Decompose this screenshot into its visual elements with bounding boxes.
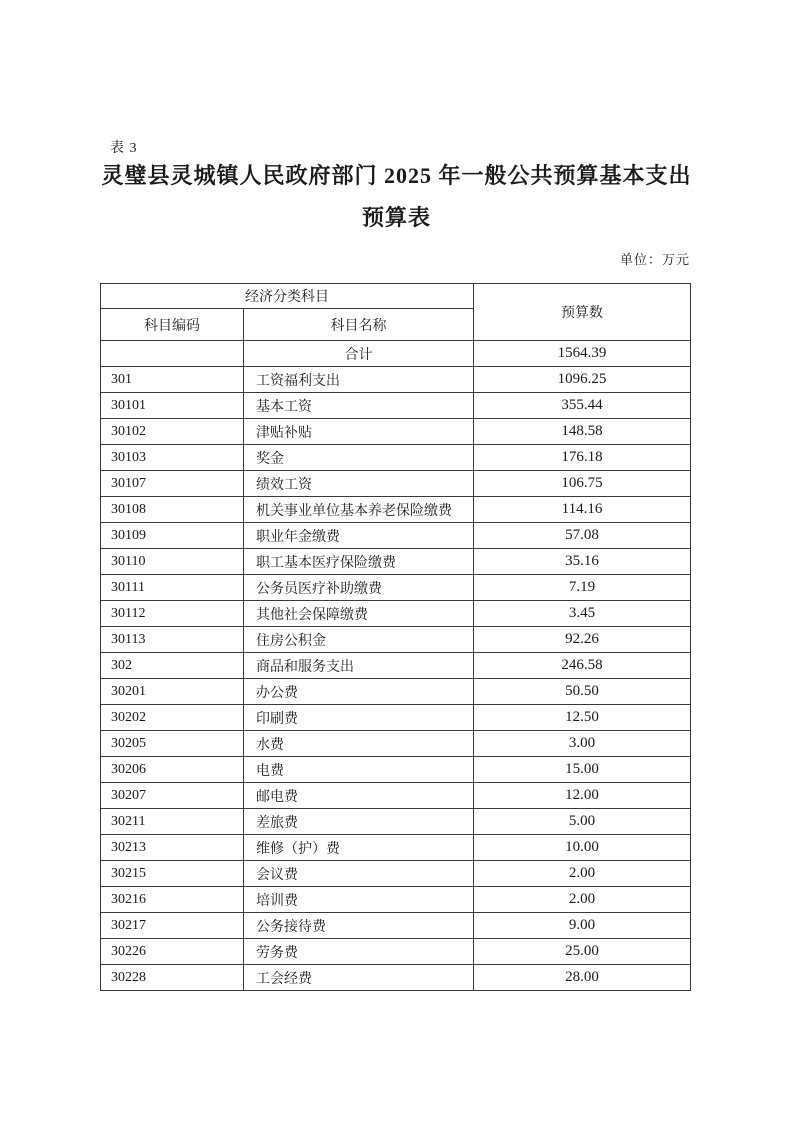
header-row-group <box>101 284 691 309</box>
subject-name-cell: 基本工资 <box>244 393 474 419</box>
budget-value-cell: 1096.25 <box>474 367 691 393</box>
subject-name-cell: 津贴补贴 <box>244 419 474 445</box>
subject-code-cell: 30108 <box>101 497 244 523</box>
subject-code-cell: 30226 <box>101 939 244 965</box>
budget-value-cell: 92.26 <box>474 627 691 653</box>
subject-code-cell: 30112 <box>101 601 244 627</box>
subject-name-cell: 公务接待费 <box>244 913 474 939</box>
subject-name-cell: 劳务费 <box>244 939 474 965</box>
table-row <box>101 445 691 471</box>
subject-code-cell: 30102 <box>101 419 244 445</box>
budget-value-cell: 176.18 <box>474 445 691 471</box>
header-subject-code: 科目编码 <box>101 309 244 341</box>
budget-value-cell: 106.75 <box>474 471 691 497</box>
subject-name-cell: 住房公积金 <box>244 627 474 653</box>
table-row <box>101 965 691 991</box>
subject-code-cell: 30207 <box>101 783 244 809</box>
subject-name-cell: 维修（护）费 <box>244 835 474 861</box>
subject-code-cell: 30201 <box>101 679 244 705</box>
header-budget-amount: 预算数 <box>474 284 691 341</box>
table-row <box>101 913 691 939</box>
budget-value-cell: 2.00 <box>474 887 691 913</box>
table-row <box>101 341 691 367</box>
budget-value-cell: 15.00 <box>474 757 691 783</box>
subject-name-cell: 邮电费 <box>244 783 474 809</box>
budget-value-cell: 28.00 <box>474 965 691 991</box>
subject-code-cell: 30216 <box>101 887 244 913</box>
subject-code-cell: 30101 <box>101 393 244 419</box>
subject-code-cell: 30109 <box>101 523 244 549</box>
table-row <box>101 731 691 757</box>
budget-value-cell: 57.08 <box>474 523 691 549</box>
budget-value-cell: 3.45 <box>474 601 691 627</box>
table-row <box>101 679 691 705</box>
subject-name-cell: 差旅费 <box>244 809 474 835</box>
table-row <box>101 601 691 627</box>
budget-value-cell: 2.00 <box>474 861 691 887</box>
subject-code-cell <box>101 341 244 367</box>
budget-table-header <box>101 284 691 341</box>
table-row <box>101 497 691 523</box>
subject-code-cell: 30111 <box>101 575 244 601</box>
budget-value-cell: 3.00 <box>474 731 691 757</box>
document-title-line1: 灵璧县灵城镇人民政府部门 2025 年一般公共预算基本支出 <box>101 163 692 188</box>
table-row <box>101 393 691 419</box>
table-row <box>101 549 691 575</box>
table-row <box>101 653 691 679</box>
budget-table-body <box>101 341 691 991</box>
subject-name-cell: 水费 <box>244 731 474 757</box>
subject-code-cell: 30211 <box>101 809 244 835</box>
subject-code-cell: 301 <box>101 367 244 393</box>
table-row <box>101 419 691 445</box>
subject-name-cell: 培训费 <box>244 887 474 913</box>
subject-name-cell: 职业年金缴费 <box>244 523 474 549</box>
table-row <box>101 887 691 913</box>
subject-name-cell: 合计 <box>244 341 474 367</box>
table-row <box>101 705 691 731</box>
table-row <box>101 627 691 653</box>
subject-name-cell: 会议费 <box>244 861 474 887</box>
subject-code-cell: 30103 <box>101 445 244 471</box>
subject-name-cell: 其他社会保障缴费 <box>244 601 474 627</box>
table-row <box>101 523 691 549</box>
unit-note: 单位：万元 <box>619 252 690 267</box>
subject-code-cell: 30217 <box>101 913 244 939</box>
subject-name-cell: 职工基本医疗保险缴费 <box>244 549 474 575</box>
table-number-label: 表 3 <box>110 141 138 156</box>
subject-name-cell: 公务员医疗补助缴费 <box>244 575 474 601</box>
budget-value-cell: 10.00 <box>474 835 691 861</box>
table-row <box>101 835 691 861</box>
table-row <box>101 471 691 497</box>
subject-name-cell: 印刷费 <box>244 705 474 731</box>
subject-name-cell: 电费 <box>244 757 474 783</box>
subject-name-cell: 办公费 <box>244 679 474 705</box>
budget-value-cell: 12.00 <box>474 783 691 809</box>
table-row <box>101 575 691 601</box>
subject-name-cell: 工会经费 <box>244 965 474 991</box>
subject-code-cell: 30228 <box>101 965 244 991</box>
table-row <box>101 783 691 809</box>
subject-code-cell: 30113 <box>101 627 244 653</box>
budget-value-cell: 12.50 <box>474 705 691 731</box>
subject-code-cell: 30213 <box>101 835 244 861</box>
table-row <box>101 367 691 393</box>
budget-value-cell: 246.58 <box>474 653 691 679</box>
budget-value-cell: 1564.39 <box>474 341 691 367</box>
budget-value-cell: 50.50 <box>474 679 691 705</box>
header-economic-classification: 经济分类科目 <box>101 284 474 309</box>
subject-code-cell: 302 <box>101 653 244 679</box>
subject-name-cell: 绩效工资 <box>244 471 474 497</box>
subject-code-cell: 30205 <box>101 731 244 757</box>
budget-value-cell: 355.44 <box>474 393 691 419</box>
budget-value-cell: 9.00 <box>474 913 691 939</box>
subject-name-cell: 工资福利支出 <box>244 367 474 393</box>
budget-value-cell: 5.00 <box>474 809 691 835</box>
subject-code-cell: 30107 <box>101 471 244 497</box>
subject-code-cell: 30110 <box>101 549 244 575</box>
subject-name-cell: 机关事业单位基本养老保险缴费 <box>244 497 474 523</box>
budget-value-cell: 114.16 <box>474 497 691 523</box>
header-subject-name: 科目名称 <box>244 309 474 341</box>
table-row <box>101 939 691 965</box>
budget-value-cell: 35.16 <box>474 549 691 575</box>
table-row <box>101 757 691 783</box>
subject-name-cell: 商品和服务支出 <box>244 653 474 679</box>
subject-name-cell: 奖金 <box>244 445 474 471</box>
budget-table <box>100 283 691 991</box>
table-row <box>101 861 691 887</box>
budget-value-cell: 25.00 <box>474 939 691 965</box>
document-title-line2: 预算表 <box>361 205 431 230</box>
document-title <box>70 162 723 232</box>
subject-code-cell: 30202 <box>101 705 244 731</box>
subject-code-cell: 30206 <box>101 757 244 783</box>
table-row <box>101 809 691 835</box>
budget-value-cell: 148.58 <box>474 419 691 445</box>
budget-value-cell: 7.19 <box>474 575 691 601</box>
subject-code-cell: 30215 <box>101 861 244 887</box>
